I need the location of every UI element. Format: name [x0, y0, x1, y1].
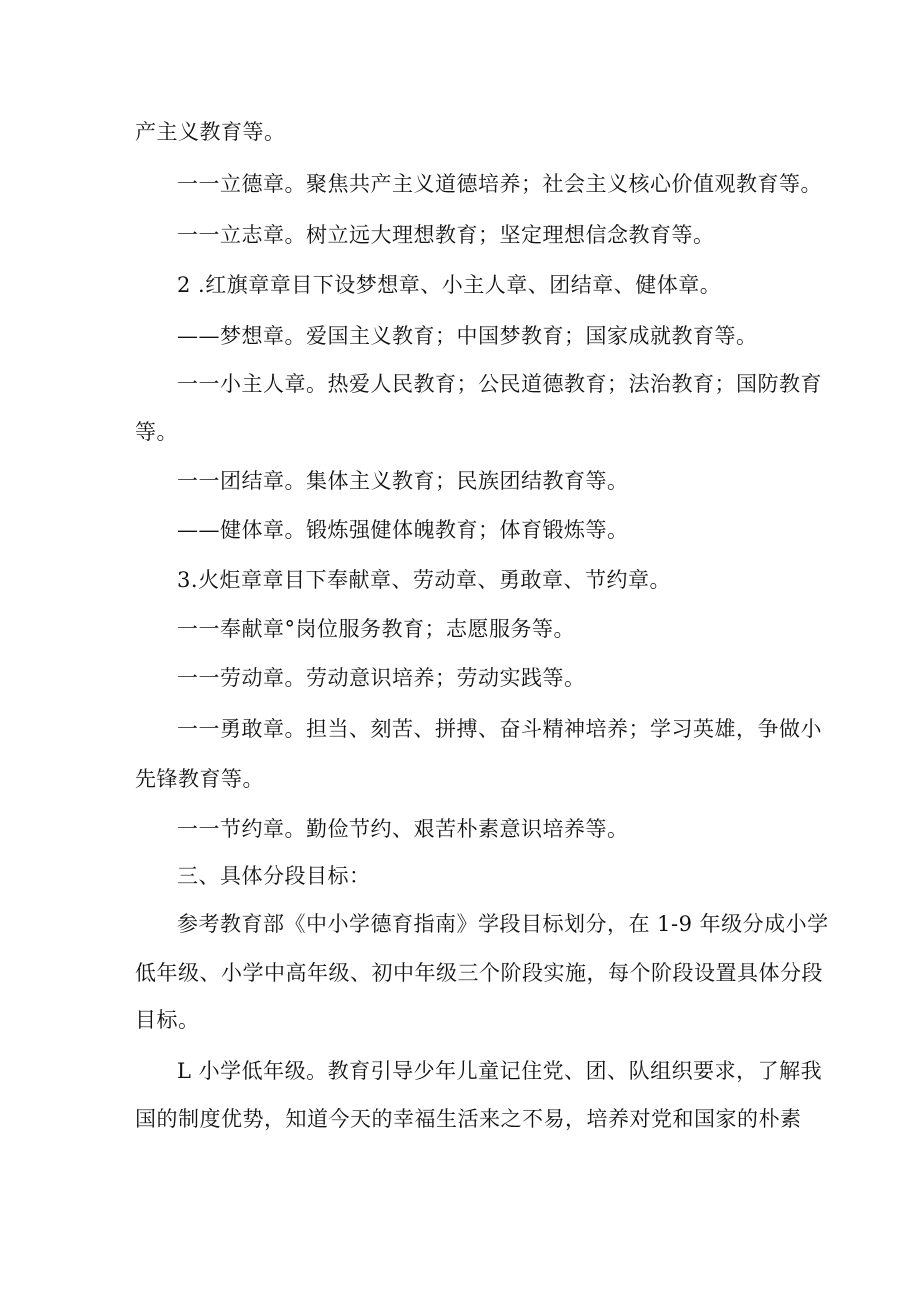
text-line-4: 2 .红旗章章目下设梦想章、小主人章、团结章、健体章。 [177, 273, 722, 297]
text-line-14: 先锋教育等。 [135, 767, 264, 791]
text-line-3: 一一立志章。树立远大理想教育；坚定理想信念教育等。 [177, 223, 715, 247]
section-heading: 三、具体分段目标： [177, 864, 371, 888]
text-line-17: 参考教育部《中小学德育指南》学段目标划分，在 1-9 年级分成小学 [177, 912, 829, 936]
text-line-7: 等。 [135, 420, 178, 444]
text-line-8: 一一团结章。集体主义教育；民族团结教育等。 [177, 469, 629, 493]
text-line-19: 目标。 [135, 1008, 200, 1032]
text-line-10: 3.火炬章章目下奉献章、劳动章、勇敢章、节约章。 [177, 568, 672, 592]
text-line-2: 一一立德章。聚焦共产主义道德培养；社会主义核心价值观教育等。 [177, 172, 822, 196]
text-line-6: 一一小主人章。热爱人民教育；公民道德教育；法治教育；国防教育 [177, 372, 822, 396]
text-line-13: 一一勇敢章。担当、刻苦、拼搏、奋斗精神培养；学习英雄，争做小 [177, 717, 822, 741]
text-line-15: 一一节约章。勤俭节约、艰苦朴素意识培养等。 [177, 817, 629, 841]
text-line-5: ——梦想章。爱国主义教育；中国梦教育；国家成就教育等。 [177, 324, 758, 348]
text-line-20: L 小学低年级。教育引导少年儿童记住党、团、队组织要求，了解我 [177, 1059, 823, 1083]
text-line-1: 产主义教育等。 [135, 120, 286, 144]
text-line-21: 国的制度优势，知道今天的幸福生活来之不易，培养对党和国家的朴素 [135, 1107, 802, 1131]
text-line-12: 一一劳动章。劳动意识培养；劳动实践等。 [177, 666, 586, 690]
text-line-11: 一一奉献章°岗位服务教育；志愿服务等。 [177, 617, 575, 641]
text-line-9: ——健体章。锻炼强健体魄教育；体育锻炼等。 [177, 518, 629, 542]
text-line-18: 低年级、小学中高年级、初中年级三个阶段实施，每个阶段设置具体分段 [135, 961, 823, 985]
